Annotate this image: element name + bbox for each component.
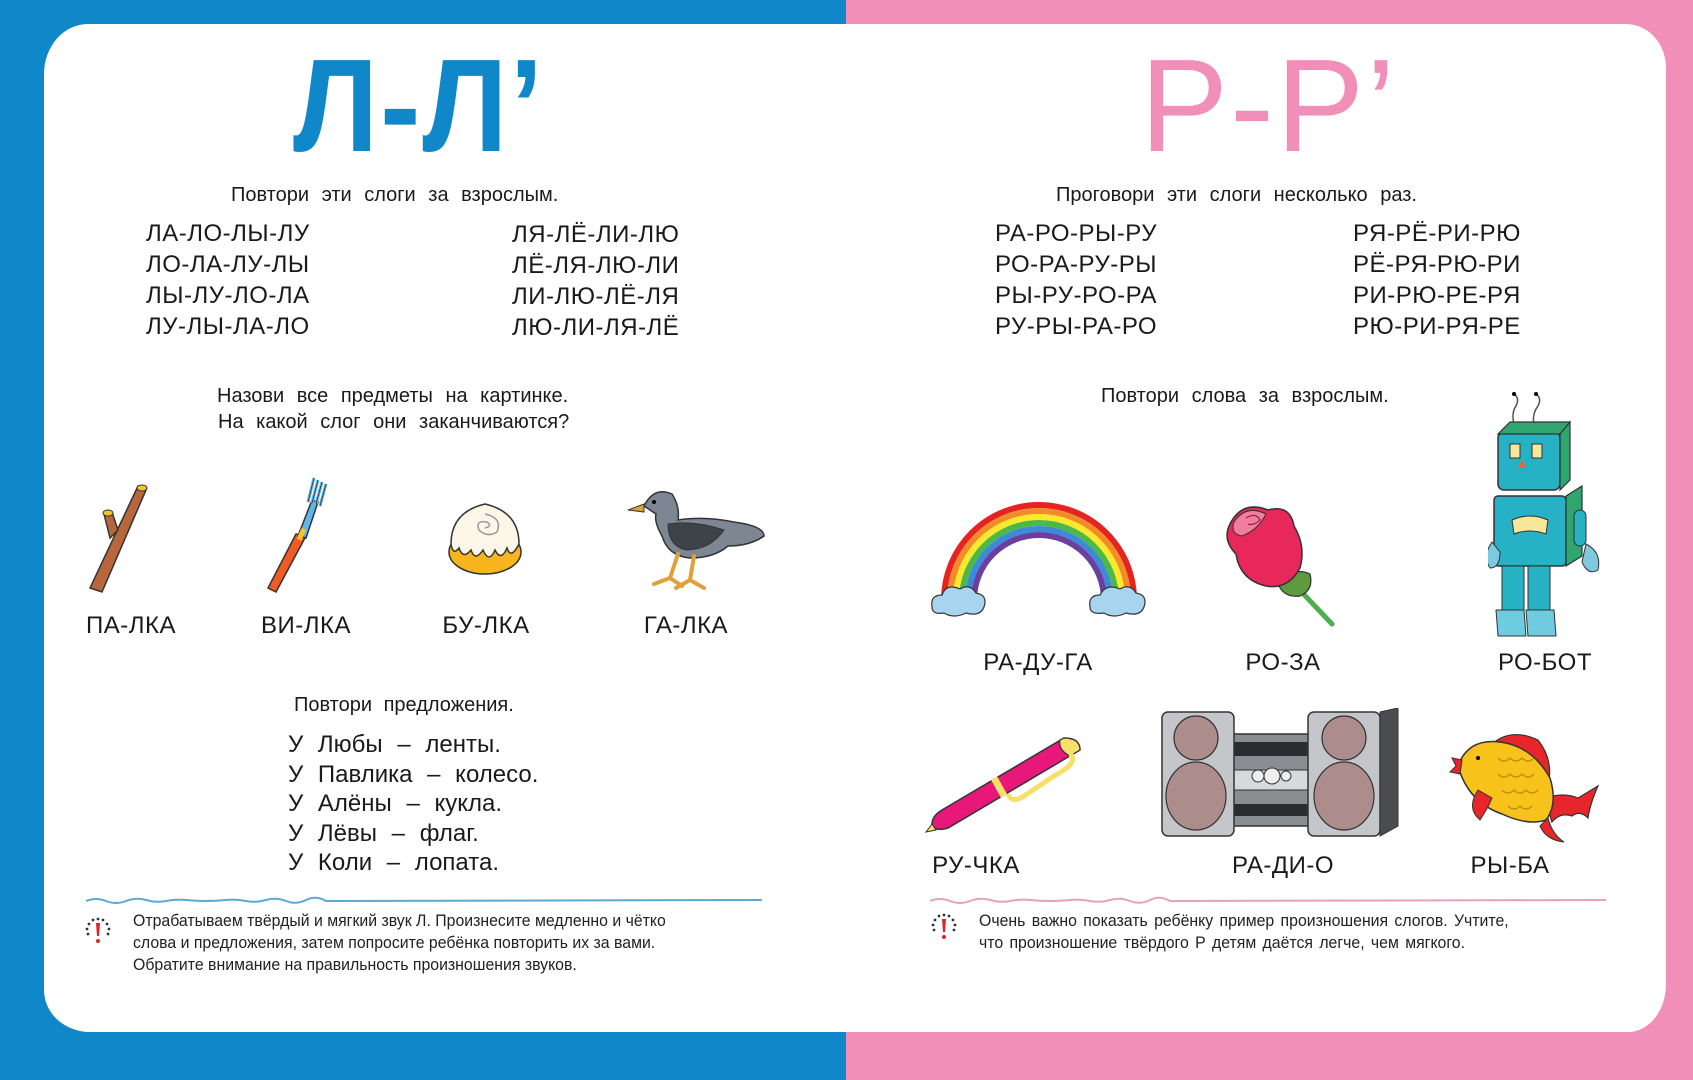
attention-icon bbox=[82, 914, 114, 946]
left-note-separator bbox=[86, 896, 762, 904]
picture-label: РА-ДИ-О bbox=[1231, 852, 1335, 879]
sentence: У Алёны – кукла. bbox=[288, 790, 503, 817]
syllable-row: РИ-РЮ-РЕ-РЯ bbox=[1353, 282, 1521, 309]
right-parent-note bbox=[979, 910, 1509, 954]
syllable-row: ЛА-ЛО-ЛЫ-ЛУ bbox=[146, 220, 310, 247]
syllable-row: РО-РА-РУ-РЫ bbox=[995, 251, 1158, 278]
picture-label: РЫ-БА bbox=[1470, 852, 1550, 879]
fish-icon bbox=[1448, 728, 1602, 846]
syllable-row: РЮ-РИ-РЯ-РЕ bbox=[1353, 313, 1521, 340]
sentences-list bbox=[288, 730, 538, 878]
picture-label: ВИ-ЛКА bbox=[261, 612, 351, 639]
left-sentences-instruction: Повтори предложения. bbox=[294, 694, 514, 716]
syllable-row: ЛО-ЛА-ЛУ-ЛЫ bbox=[146, 251, 310, 278]
note-line: что произношение твёрдого Р детям даётся легче, чем мягкого. bbox=[979, 934, 1466, 952]
picture-label: РО-БОТ bbox=[1498, 649, 1592, 676]
sentence: У Любы – ленты. bbox=[288, 731, 501, 758]
syllable-row: РА-РО-РЫ-РУ bbox=[995, 220, 1158, 247]
syllable-row: ЛЁ-ЛЯ-ЛЮ-ЛИ bbox=[512, 252, 680, 279]
note-line: Отрабатываем твёрдый и мягкий звук Л. Произнесите медленно и чётко bbox=[133, 912, 666, 930]
syllable-row: ЛЮ-ЛИ-ЛЯ-ЛЁ bbox=[512, 314, 680, 341]
syllable-row: ЛЫ-ЛУ-ЛО-ЛА bbox=[146, 282, 310, 309]
sentence: У Павлика – колесо. bbox=[288, 760, 539, 788]
rose-icon bbox=[1222, 500, 1352, 630]
robot-icon bbox=[1488, 392, 1606, 640]
left-pictures-instruction-1: Назови все предметы на картинке. bbox=[217, 385, 569, 407]
right-words-instruction: Повтори слова за взрослым. bbox=[1101, 385, 1389, 407]
stereo-icon bbox=[1158, 708, 1402, 840]
picture-label: РУ-ЧКА bbox=[932, 852, 1020, 879]
stick-icon bbox=[80, 480, 150, 596]
pen-icon bbox=[924, 732, 1086, 836]
attention-icon bbox=[928, 910, 960, 942]
picture-label: РА-ДУ-ГА bbox=[983, 649, 1093, 676]
picture-label: ПА-ЛКА bbox=[86, 612, 176, 639]
syllable-row: РУ-РЫ-РА-РО bbox=[995, 313, 1158, 340]
syllable-row: РЯ-РЁ-РИ-РЮ bbox=[1353, 220, 1521, 247]
right-note-separator bbox=[930, 896, 1606, 904]
fork-icon bbox=[262, 476, 332, 596]
syllable-row: РЫ-РУ-РО-РА bbox=[995, 282, 1158, 309]
right-syllables-hard bbox=[995, 218, 1157, 342]
left-page-title: Л-Л’ bbox=[293, 32, 545, 179]
right-syllables-instruction: Проговори эти слоги несколько раз. bbox=[1056, 184, 1417, 206]
syllable-row: ЛУ-ЛЫ-ЛА-ЛО bbox=[146, 313, 310, 340]
syllable-row: ЛЯ-ЛЁ-ЛИ-ЛЮ bbox=[512, 221, 680, 248]
left-syllables-soft bbox=[512, 219, 679, 343]
sentence: У Лёвы – флаг. bbox=[288, 819, 479, 847]
bun-icon bbox=[445, 498, 525, 578]
jackdaw-icon bbox=[624, 486, 768, 592]
sentence: У Коли – лопата. bbox=[288, 849, 499, 876]
picture-label: БУ-ЛКА bbox=[442, 612, 530, 639]
syllable-row: РЁ-РЯ-РЮ-РИ bbox=[1353, 251, 1521, 278]
picture-label: РО-ЗА bbox=[1245, 649, 1321, 676]
left-syllables-hard bbox=[146, 218, 310, 342]
note-line: слова и предложения, затем попросите ребёнка повторить их за вами. bbox=[133, 934, 656, 952]
note-line: Очень важно показать ребёнку пример произношения слогов. Учтите, bbox=[979, 912, 1509, 930]
rainbow-icon bbox=[928, 495, 1150, 623]
right-page-title: Р-Р’ bbox=[1140, 32, 1398, 179]
left-pictures-instruction-2: На какой слог они заканчиваются? bbox=[218, 411, 570, 433]
left-syllables-instruction: Повтори эти слоги за взрослым. bbox=[231, 184, 559, 206]
left-parent-note bbox=[133, 910, 666, 976]
note-line: Обратите внимание на правильность произношения звуков. bbox=[133, 956, 577, 974]
syllable-row: ЛИ-ЛЮ-ЛЁ-ЛЯ bbox=[512, 283, 680, 310]
picture-label: ГА-ЛКА bbox=[643, 612, 729, 639]
right-syllables-soft bbox=[1353, 218, 1521, 342]
